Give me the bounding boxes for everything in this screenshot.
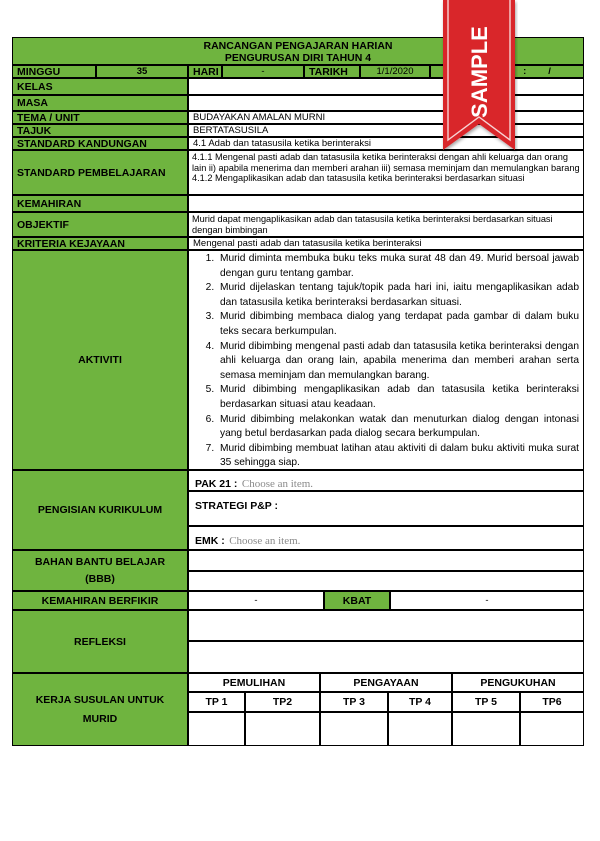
sample-stamp	[440, 0, 518, 168]
tarikh-label: TARIKH	[304, 65, 360, 78]
group-pengayaan: PENGAYAAN	[320, 673, 452, 692]
tajuk-label: TAJUK	[12, 124, 188, 137]
emk-row	[188, 526, 584, 550]
berfikir-value: -	[188, 591, 324, 610]
strategi-row	[188, 491, 584, 526]
aktiviti-item: 4. Murid dibimbing mengenal pasti adab dan tatasusila ketika berinteraksi dengan ahli keluarga dan orang lain, apabila menerima dan memberi arahan serta semasa meminjam dan memulangkan barang.	[217, 340, 579, 384]
minggu-label: MINGGU	[12, 65, 96, 78]
hari-value: -	[222, 65, 304, 78]
kerja-label-line2: MURID	[82, 712, 118, 725]
kelas-value	[188, 78, 584, 95]
tp-header: TP 4	[388, 692, 452, 712]
kelas-label: KELAS	[12, 78, 188, 95]
sk-label: STANDARD KANDUNGAN	[12, 137, 188, 150]
group-pemulihan: PEMULIHAN	[188, 673, 320, 692]
tajuk-value: BERTATASUSILA	[188, 124, 584, 137]
refleksi-value-top	[188, 610, 584, 641]
masa-meta-slash: /	[548, 66, 551, 77]
tp-header: TP6	[520, 692, 584, 712]
sp-value-2: 4.1.2 Mengaplikasikan adab dan tatasusila ketika berinteraksi berdasarkan situasi	[192, 173, 525, 184]
bbb-label-line1: BAHAN BANTU BELAJAR	[34, 555, 166, 568]
kriteria-label: KRITERIA KEJAYAAN	[12, 237, 188, 250]
bbb-value-top	[188, 550, 584, 571]
sp-value-1: 4.1.1 Mengenal pasti adab dan tatasusila ketika berinteraksi dengan ahli keluarga dan orang lain ii) apabila menerima dan memberi arahan iii) semasa meminjam dan memulangkan barang	[192, 152, 580, 173]
tp-cell	[188, 712, 245, 746]
bbb-value-bottom	[188, 571, 584, 591]
aktiviti-item: 7. Murid dibimbing membuat latihan atau aktiviti di dalam buku aktiviti muka surat 35 sehingga siap.	[217, 442, 579, 470]
sk-value: 4.1 Adab dan tatasusila ketika berinteraksi	[188, 137, 584, 150]
aktiviti-item: 3. Murid dibimbing membaca dialog yang terdapat pada gambar di dalam buku teks secara berkumpulan.	[217, 310, 579, 339]
masa-label: MASA	[12, 95, 188, 111]
bbb-label-line2: (BBB)	[85, 572, 115, 585]
plan-title-line1: RANCANGAN PENGAJARAN HARIAN	[203, 40, 393, 52]
refleksi-value-bottom	[188, 641, 584, 673]
berfikir-label: KEMAHIRAN BERFIKIR	[12, 591, 188, 610]
pak-label: PAK 21 :	[195, 478, 238, 490]
aktiviti-item: 1. Murid diminta membuka buku teks muka surat 48 dan 49. Murid bersoal jawab dengan guru tentang gambar.	[217, 252, 579, 281]
tp-header: TP 3	[320, 692, 388, 712]
tp-cell	[388, 712, 452, 746]
minggu-value: 35	[96, 65, 188, 78]
kbat-label: KBAT	[324, 591, 390, 610]
kurikulum-label: PENGISIAN KURIKULUM	[12, 470, 188, 550]
group-pengukuhan: PENGUKUHAN	[452, 673, 584, 692]
emk-label: EMK :	[195, 535, 225, 547]
sample-stamp-text: SAMPLE	[467, 26, 492, 118]
tp-cell	[320, 712, 388, 746]
kriteria-value: Mengenal pasti adab dan tatasusila ketika berinteraksi	[188, 237, 584, 250]
objektif-label: OBJEKTIF	[12, 212, 188, 237]
bbb-label	[12, 550, 188, 591]
kbat-value: -	[390, 591, 584, 610]
emk-dropdown[interactable]: Choose an item.	[229, 535, 301, 547]
objektif-value: Murid dapat mengaplikasikan adab dan tatasusila ketika berinteraksi berdasarkan situasi dengan bimbingan	[188, 212, 584, 237]
aktiviti-list	[188, 250, 584, 470]
kerja-label	[12, 673, 188, 746]
kemahiran-value	[188, 195, 584, 212]
sp-value	[188, 150, 584, 195]
masa-meta-colon: :	[523, 66, 527, 77]
aktiviti-item: 6. Murid dibimbing melakonkan watak dan menuturkan dialog dengan intonasi yang betul berdasarkan pada dialog secara berkumpulan.	[217, 413, 579, 442]
tema-label: TEMA / UNIT	[12, 111, 188, 124]
tp-header: TP 5	[452, 692, 520, 712]
tp-header: TP 1	[188, 692, 245, 712]
aktiviti-item: 2. Murid dijelaskan tentang tajuk/topik pada hari ini, iaitu mengaplikasikan adab dan tatasusila ketika berinteraksi berdasarkan situasi.	[217, 281, 579, 310]
pak-dropdown[interactable]: Choose an item.	[241, 478, 314, 490]
tarikh-value: 1/1/2020	[360, 65, 430, 78]
tema-value: BUDAYAKAN AMALAN MURNI	[188, 111, 584, 124]
aktiviti-ordered-list	[189, 252, 583, 470]
kerja-label-line1: KERJA SUSULAN UNTUK	[35, 693, 165, 706]
aktiviti-item: 5. Murid dibimbing mengaplikasikan adab dan tatasusila ketika berinteraksi berdasarkan situasi atau keadaan.	[217, 383, 579, 412]
tp-cell	[245, 712, 320, 746]
tp-cell	[452, 712, 520, 746]
sp-label: STANDARD PEMBELAJARAN	[12, 150, 188, 195]
pak-row	[188, 470, 584, 491]
masa-value	[188, 95, 584, 111]
hari-label: HARI	[188, 65, 222, 78]
tp-header: TP2	[245, 692, 320, 712]
aktiviti-label: AKTIVITI	[12, 250, 188, 470]
refleksi-label: REFLEKSI	[12, 610, 188, 673]
strategi-label: STRATEGI P&P :	[195, 500, 279, 512]
tp-cell	[520, 712, 584, 746]
kemahiran-label: KEMAHIRAN	[12, 195, 188, 212]
plan-title-line2: PENGURUSAN DIRI TAHUN 4	[224, 52, 372, 64]
